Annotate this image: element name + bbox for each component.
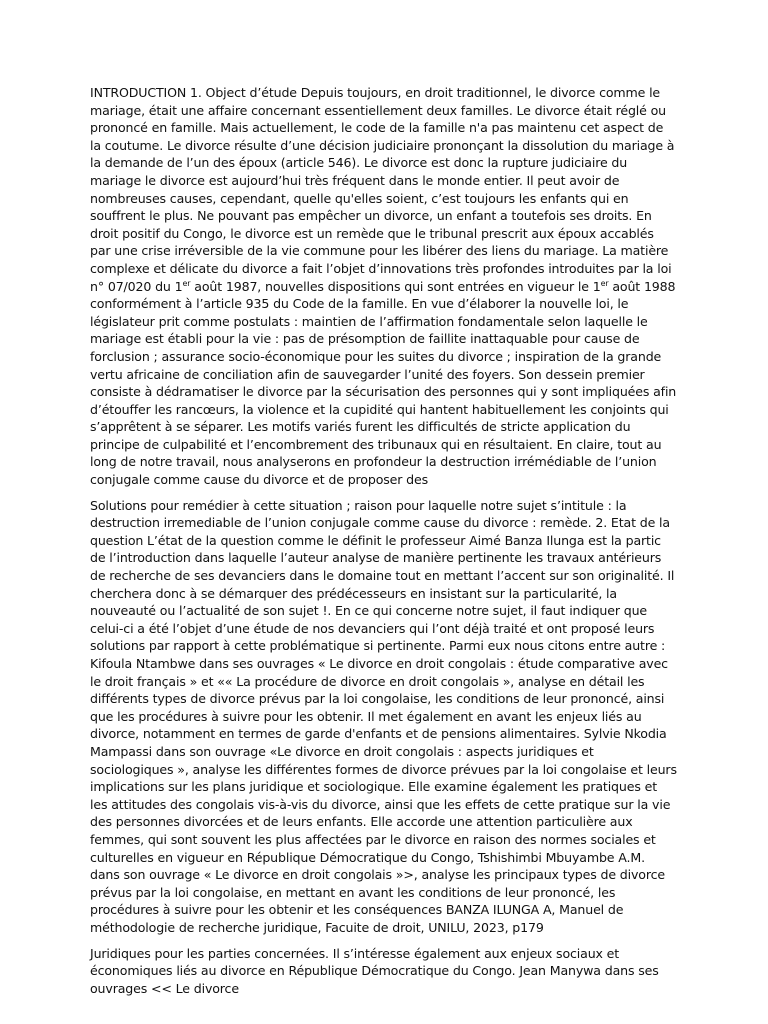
paragraph-text: août 1987, nouvelles dispositions qui sont entrées en vigueur le 1 (190, 278, 601, 294)
superscript: er (182, 278, 191, 288)
paragraph-continuation (90, 945, 678, 998)
superscript: er (600, 278, 609, 288)
paragraph-etat-de-la-question (90, 497, 678, 937)
paragraph-text: août 1988 conformément à l’article 935 du Code de la famille. En vue d’élaborer la nouvelle loi, le législateur prit comme postulats : maintien de l’affirmation fondamentale selon laquelle le mariage est établi pour la vie : pas de présomption de faillite inattaquable pour cause de forclusion ; assurance socio-économique pour les suites du divorce ; inspiration de la grande vertu africaine de conciliation afin de sauvegarder l’unité des foyers. Son dessein premier consiste à dédramatiser le divorce par la sécurisation des personnes qui y sont impliquées afin d’étouffer les rancœurs, la violence et la cupidité qui hantent habituellement les conjoints qui s’apprêtent à se séparer. Les motifs variés furent les difficultés de stricte application du principe de culpabilité et l’encombrement des tribunaux qui en résultaient. En claire, tout au long de notre travail, nous analyserons en profondeur la destruction irrémédiable de l’union conjugale comme cause du divorce et de proposer des (90, 278, 677, 488)
paragraph-text: INTRODUCTION 1. Object d’étude Depuis toujours, en droit traditionnel, le divorce comme le mariage, était une affaire concernant essentiellement deux familles. Le divorce était réglé ou prononcé en famille. Mais actuellement, le code de la famille n'a pas maintenu cet aspect de la coutume. Le divorce résulte d’une décision judiciaire prononçant la dissolution du mariage à la demande de l’un des époux (article 546). Le divorce est donc la rupture judiciaire du mariage le divorce est aujourd’hui très fréquent dans le monde entier. Il peut avoir de nombreuses causes, cependant, quelle qu'elles soient, c’est toujours les enfants qui en souffrent le plus. Ne pouvant pas empêcher un divorce, un enfant a toutefois ses droits. En droit positif du Congo, le divorce est un remède que le tribunal prescrit aux époux accablés par une crise irréversible de la vie commune pour les libérer des liens du mariage. La matière complexe et délicate du divorce a fait l’objet d’innovations très profondes introduites par la loi n° 07/020 du 1 (90, 85, 675, 294)
paragraph-introduction (90, 84, 678, 489)
paragraph-text: Juridiques pour les parties concernées. Il s’intéresse également aux enjeux sociaux et économiques liés au divorce en République Démocratique du Congo. Jean Manywa dans ses ouvrages << Le divorce (90, 945, 659, 996)
document-page (90, 84, 678, 1005)
paragraph-text: Solutions pour remédier à cette situation ; raison pour laquelle notre sujet s’intitule : la destruction irremediable de l’union conjugale comme cause du divorce : remède. 2. Etat de la question L’état de la question comme le définit le professeur Aimé Banza Ilunga est la partic de l’introduction dans laquelle l’auteur analyse de manière pertinente les travaux antérieurs de recherche de ses devanciers dans le domaine tout en mettant l’accent sur son originalité. Il cherchera donc à se démarquer des prédécesseurs en insistant sur la particularité, la nouveauté ou l’actualité de son sujet !. En ce qui concerne notre sujet, il faut indiquer que celui-ci a été l’objet d’une étude de nos devanciers qui l’ont déjà traité et ont proposé leurs solutions par rapport à cette problématique si pertinente. Parmi eux nous citons entre autre : Kifoula Ntambwe dans ses ouvrages « Le divorce en droit congolais : étude comparative avec le droit français » et «« La procédure de divorce en droit congolais », analyse en détail les différents types de divorce prévus par la loi congolaise, les conditions de leur prononcé, ainsi que les procédures à suivre pour les obtenir. Il met également en avant les enjeux liés au divorce, notamment en termes de garde d'enfants et de pensions alimentaires. Sylvie Nkodia Mampassi dans son ouvrage «Le divorce en droit congolais : aspects juridiques et sociologiques », analyse les différentes formes de divorce prévues par la loi congolaise et leurs implications sur les plans juridique et sociologique. Elle examine également les pratiques et les attitudes des congolais vis-à-vis du divorce, ainsi que les effets de cette pratique sur la vie des personnes divorcées et de leurs enfants. Elle accorde une attention particulière aux femmes, qui sont souvent les plus affectées par le divorce en raison des normes sociales et culturelles en vigueur en République Démocratique du Congo, Tshishimbi Mbuyambe A.M. dans son ouvrage « Le divorce en droit congolais »>, analyse les principaux types de divorce prévus par la loi congolaise, en mettant en avant les conditions de leur prononcé, les procédures à suivre pour les obtenir et les conséquences BANZA ILUNGA A, Manuel de méthodologie de recherche juridique, Facuite de droit, UNILU, 2023, p179 (90, 497, 677, 935)
